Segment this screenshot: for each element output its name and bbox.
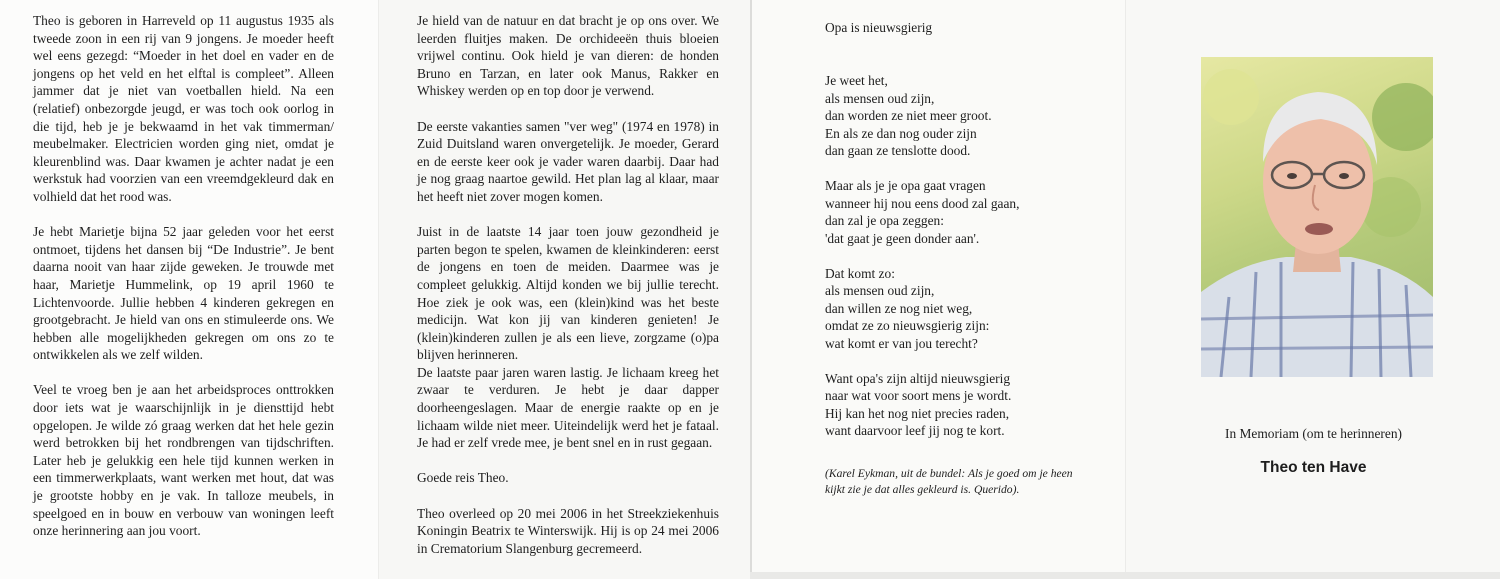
poem-stanza xyxy=(825,177,1115,247)
poem-line: Maar als je je opa gaat vragen xyxy=(825,178,986,193)
poem-line: wat komt er van jou terecht? xyxy=(825,335,978,351)
poem-line: naar wat voor soort mens je wordt. xyxy=(825,388,1012,403)
poem-line: Je weet het, xyxy=(825,73,888,88)
page-cover xyxy=(1125,0,1500,579)
poem-line: als mensen oud zijn, xyxy=(825,283,935,298)
poem-title: Opa is nieuwsgierig xyxy=(825,20,933,35)
poem-stanza xyxy=(825,265,1115,353)
paragraph: Goede reis Theo. xyxy=(417,470,509,486)
paragraph: Theo is geboren in Harreveld op 11 augustus 1935 als tweede zoon in een rij van 9 jongens. Je moeder heeft wel eens gezegd: “Moeder in het doel en vader en de jongens op het veld en het elftal is compleet”. Alleen jammer dat je niet van voetballen hield. Na een (relatief) onbezorgde jeugd, er was toch ook oorlog in die tijd, heb je je bekwaamd in het vak timmerman/ meubelmaker. Electricien worden ging niet, omdat je kleurenblind was. Daar kwamen je achter nadat je een werkstuk had voorzien van een vreemdgekleurd dak en volhield dat het rood was. xyxy=(33,13,334,204)
paragraph: De laatste paar jaren waren lastig. Je lichaam kreeg het zwaar te verduren. Je hebt je daar dapper doorheengeslagen. Maar de energie raakte op en je lichaam wilde niet meer. Uiteindelijk werd het je fataal. Je had er zelf vrede mee, je bent snel en in rust gegaan. xyxy=(417,364,719,451)
paragraph: Veel te vroeg ben je aan het arbeidsproces onttrokken door iets wat je waarschijnlijk in je diensttijd hebt opgelopen. Je wilde zó graag werken dat het hele gezin werd betrokken bij het rondbrengen van tijdschriften. Later heb je gelukkig een hele tijd kunnen werken in een timmerwerkplaats, want werken met hout, dat was je grootste hobby en je vak. In talloze meubels, in speelgoed en in bouw en verbouw van woningen leeft onze herinnering aan jou voort. xyxy=(33,382,334,539)
portrait-illustration xyxy=(1201,57,1433,377)
poem-stanza xyxy=(825,370,1115,440)
poem-line: want daarvoor leef jij nog te kort. xyxy=(825,423,1005,438)
poem-line: wanneer hij nou eens dood zal gaan, xyxy=(825,195,1020,211)
memoriam-caption: In Memoriam (om te herinneren) xyxy=(1225,426,1402,441)
paragraph: Je hield van de natuur en dat bracht je op ons over. We leerden fluitjes maken. De orchideeën thuis bloeien vrijwel continu. Ook hield je van dieren: de honden Bruno en Tarzan, en later ook Manus, Rakker en Whiskey werden op en top door je verwend. xyxy=(417,13,719,99)
scan-edge-strip xyxy=(750,572,1500,579)
poem-line: dan gaan ze tenslotte dood. xyxy=(825,143,971,158)
page-biography-left xyxy=(0,0,378,579)
paragraph: Theo overleed op 20 mei 2006 in het Streekziekenhuis Koningin Beatrix te Winterswijk. Hij is op 24 mei 2006 in Crematorium Slangenburg gecremeerd. xyxy=(417,505,719,556)
portrait-photo xyxy=(1201,57,1433,377)
biography-text-right xyxy=(417,12,719,575)
poem-line: dan worden ze niet meer groot. xyxy=(825,108,992,123)
poem-line: Want opa's zijn altijd nieuwsgierig xyxy=(825,370,1011,386)
page-poem xyxy=(750,0,1125,579)
poem-body xyxy=(825,72,1115,457)
poem-line: En als ze dan nog ouder zijn xyxy=(825,125,977,141)
poem-attribution: (Karel Eykman, uit de bundel: Als je goed om je heen kijkt zie je dat alles gekleurd is. Querido). xyxy=(825,467,1073,496)
poem-line: 'dat gaat je geen donder aan'. xyxy=(825,230,980,246)
poem-line: omdat ze zo nieuwsgierig zijn: xyxy=(825,318,990,333)
paragraph: De eerste vakanties samen "ver weg" (1974 en 1978) in Zuid Duitsland waren onvergetelijk. Je moeder, Gerard en de eerste keer ook je vader waren daarbij. Daar had je nog graag naartoe gewild. Het plan lag al klaar, maar het heeft niet zover mogen komen. xyxy=(417,118,719,204)
biography-text-left xyxy=(33,12,334,557)
poem-line: als mensen oud zijn, xyxy=(825,90,935,106)
poem-line: Dat komt zo: xyxy=(825,265,895,281)
paragraph: Je hebt Marietje bijna 52 jaar geleden voor het eerst ontmoet, tijdens het dansen bij “De Industrie”. Je bent daarna nooit van haar zijde geweken. Je trouwde met haar, Marietje Hummelink, op 19 april 1960 te Lichtenvoorde. Jullie hebben 4 kinderen gekregen en grootgebracht. Je hield van ons en stimuleerde ons. We hebben alle mogelijkheden gekregen om ons zo te ontwikkelen als we zelf wilden. xyxy=(33,224,334,363)
deceased-name: Theo ten Have xyxy=(1260,459,1367,476)
paragraph: Juist in de laatste 14 jaar toen jouw gezondheid je parten begon te spelen, kwamen de kleinkinderen: eerst de jongens en toen de meiden. Daarmee was je compleet gelukkig. Altijd konden we bij jullie terecht. Hoe ziek je ook was, een (klein)kind was het beste medicijn. Wat kon jij van kinderen genieten! Je (klein)kinderen zullen je als een lieve, zorgzame (o)pa blijven herinneren. xyxy=(417,224,719,363)
poem-line: dan zal je opa zeggen: xyxy=(825,213,944,228)
poem-line: dan willen ze nog niet weg, xyxy=(825,300,973,316)
page-biography-right xyxy=(378,0,750,579)
poem-stanza xyxy=(825,72,1115,160)
poem-line: Hij kan het nog niet precies raden, xyxy=(825,405,1010,421)
